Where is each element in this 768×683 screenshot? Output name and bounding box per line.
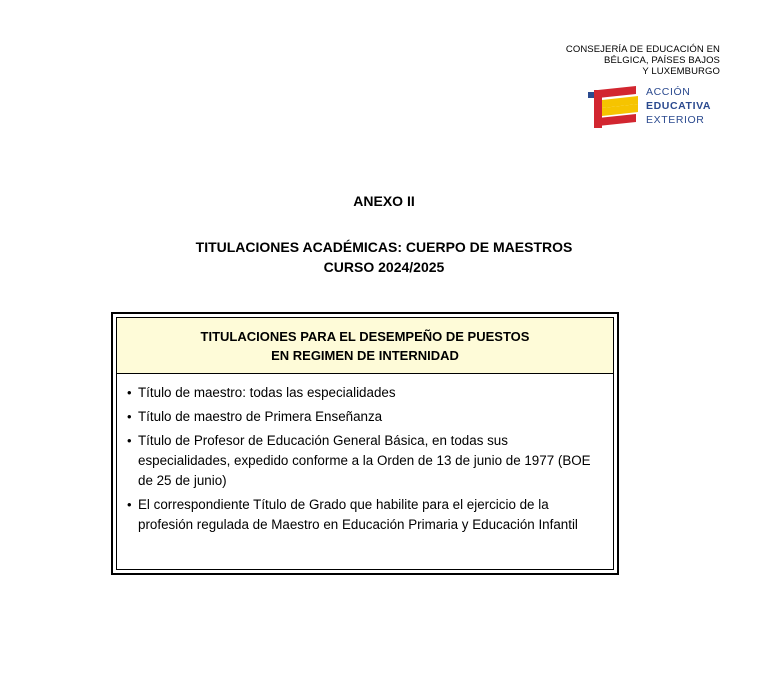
table-header	[117, 318, 613, 374]
org-line-2: BÉLGICA, PAÍSES BAJOS	[604, 55, 720, 66]
org-line-1: CONSEJERÍA DE EDUCACIÓN EN	[565, 44, 720, 55]
bullet-icon: •	[127, 409, 132, 424]
annex-title: ANEXO II	[353, 193, 415, 209]
bullet-icon: •	[127, 433, 132, 448]
list-item	[127, 407, 599, 427]
list-item	[127, 495, 599, 535]
bullet-icon: •	[127, 497, 132, 512]
list-item-text: Título de maestro: todas las especialidades	[138, 385, 396, 400]
list-item	[127, 383, 599, 403]
org-line-3: Y LUXEMBURGO	[642, 66, 720, 77]
qualifications-table-inner	[116, 317, 614, 570]
list-item-text: Título de maestro de Primera Enseñanza	[138, 409, 383, 424]
table-body	[117, 374, 613, 535]
document-title	[0, 237, 768, 277]
document-title-line-1: TITULACIONES ACADÉMICAS: CUERPO DE MAESTROS	[195, 239, 573, 255]
table-header-line-1: TITULACIONES PARA EL DESEMPEÑO DE PUESTOS	[200, 329, 530, 344]
list-item-text: Título de Profesor de Educación General Básica, en todas sus especialidades, expedido conforme a la Orden de 13 de junio de 1977 (BOE de 25 de junio)	[138, 433, 591, 488]
logo-wordmark	[646, 85, 711, 127]
accion-educativa-exterior-logo	[588, 84, 718, 130]
document-title-line-2: CURSO 2024/2025	[323, 259, 445, 275]
list-item-text: El correspondiente Título de Grado que habilite para el ejercicio de la profesión regulada de Maestro en Educación Primaria y Educación Infantil	[138, 497, 578, 532]
logo-word-2: EDUCATIVA	[646, 100, 712, 112]
list-item	[127, 431, 599, 491]
qualifications-table	[111, 312, 619, 575]
table-header-line-2: EN REGIMEN DE INTERNIDAD	[271, 348, 459, 363]
flag-stripes-logo-icon	[588, 84, 640, 130]
bullet-icon: •	[127, 385, 132, 400]
logo-word-3: EXTERIOR	[646, 114, 705, 126]
logo-word-1: ACCIÓN	[646, 86, 691, 98]
organization-header	[520, 44, 720, 77]
